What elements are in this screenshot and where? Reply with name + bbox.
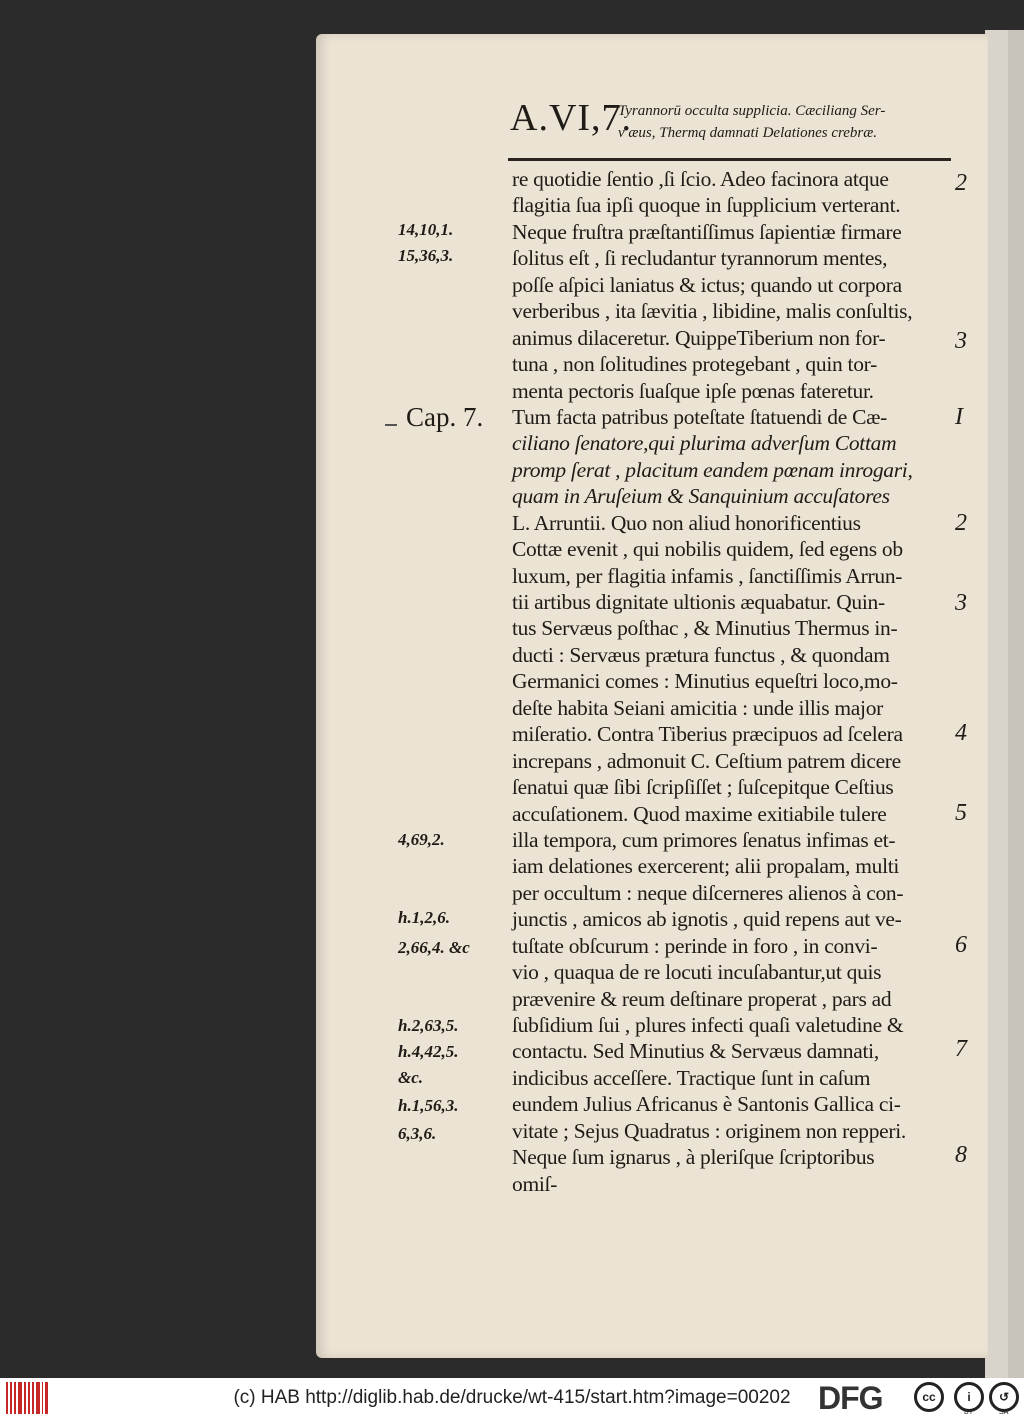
text-line: ducti : Servæus prætura functus , & quondam [512,642,890,667]
header-summary-line-1: Tyrannorū occulta supplicia. Cæciliang Ser- [618,103,886,119]
paragraph-number: 2 [955,170,967,196]
text-line: promp ſerat , placitum eandem pœnam inrogari, [512,457,913,482]
paragraph-number: 3 [955,590,967,616]
header-section-number: A.VI,7. [510,97,633,139]
footer-bar [0,1378,1024,1418]
text-line: Neque ſum ignarus , à pleriſque ſcriptoribus [512,1145,875,1170]
margin-reference: 4,69,2. [398,830,445,849]
text-line: L. Arruntii. Quo non aliud honorificentius [512,510,861,535]
text-line: Cottæ evenit , qui nobilis quidem, ſed egens ob [512,537,903,562]
text-line: ſolitus eſt , ſi recludantur tyrannorum mentes, [512,246,888,271]
paragraph-number: 3 [955,328,967,354]
text-line: flagitia ſua ipſi quoque in ſupplicium verterant. [512,193,901,218]
margin-tick [385,424,397,426]
margin-reference: 14,10,1. [398,220,454,239]
chapter-label: Cap. 7. [406,402,484,432]
text-line: ſenatui quæ ſibi ſcripſiſſet ; ſuſcepitque Ceſtius [512,775,894,800]
text-line: poſſe aſpici laniatus & ictus; quando ut corpora [512,272,902,297]
text-line: increpans , admonuit C. Ceſtium patrem dicere [512,748,901,773]
running-header [510,98,960,156]
margin-reference: h.4,42,5. [398,1042,459,1061]
sa-icon: ↺ [989,1382,1019,1412]
paragraph-number: 4 [955,720,967,746]
text-line: Neque fruſtra præſtantiſſimus ſapientiæ firmare [512,219,902,244]
paragraph-number: 6 [955,932,967,958]
text-line: ciliano ſenatore,qui plurima adverſum Cottam [512,431,897,456]
text-line: per occultum : neque diſcerneres alienos à con- [512,880,904,905]
text-line: re quotidie ſentio ,ſi ſcio. Adeo facinora atque [512,167,889,191]
header-summary-line-2: v æus, Thermq damnati Delationes crebræ. [618,125,878,141]
text-line: luxum, per flagitia infamis , ſanctiſſimis Arrun- [512,563,903,588]
text-line: junctis , amicos ab ignotis , quid repens aut ve- [512,907,902,932]
cc-icon: cc [914,1382,944,1412]
page-stack-edge-outer [1008,30,1024,1378]
text-line: tuſtate obſcurum : perinde in foro , in convi- [512,933,878,958]
margin-reference: h.2,63,5. [398,1016,459,1035]
footer-citation[interactable]: (c) HAB http://diglib.hab.de/drucke/wt-415/start.htm?image=00202 [233,1387,791,1408]
text-line: tii artibus dignitate ultionis æquabatur. Quin- [512,590,885,614]
text-line: iam delationes exercerent; alii propalam, multi [512,854,900,879]
cc-by-label: BY [964,1409,974,1416]
text-line: vio , quaqua de re locuti incuſabantur,ut quis [512,960,882,985]
dfg-logo: DFG [818,1380,883,1416]
margin-reference: 6,3,6. [398,1124,437,1143]
margin-reference: 15,36,3. [398,246,454,265]
paragraph-number: 5 [955,800,967,826]
text-line: tus Servæus poſthac , & Minutius Thermus in- [512,616,898,641]
text-line: verberibus , ita ſævitia , libidine, malis conſultis, [512,299,913,324]
paragraph-number: I [955,404,963,430]
text-line: Tum facta patribus poteſtate ſtatuendi de Cæ- [512,404,888,429]
text-line: indicibus acceſſere. Tractique ſunt in caſum [512,1065,871,1090]
text-line: miſeratio. Contra Tiberius præcipuos ad ſcelera [512,722,903,747]
header-rule [508,158,951,161]
margin-reference: h.1,56,3. [398,1096,459,1115]
margin-reference: h.1,2,6. [398,908,450,927]
text-line: eundem Julius Africanus è Santonis Gallica ci- [512,1092,901,1117]
text-line: animus dilaceretur. QuippeTiberium non for- [512,325,886,350]
text-line: omiſ- [512,1171,558,1196]
cc-sa-label: SA [999,1409,1009,1416]
paragraph-number: 7 [955,1036,967,1062]
body-text [512,166,952,1197]
margin-reference: 2,66,4. &c [398,938,470,957]
text-line: menta pectoris ſuaſque ipſe pœnas fateretur. [512,378,874,403]
text-line: Germanici comes : Minutius equeſtri loco,mo- [512,669,898,694]
by-icon: i [954,1382,984,1412]
text-line: contactu. Sed Minutius & Servæus damnati, [512,1039,879,1064]
text-line: tuna , non ſolitudines protegebant , quin tor- [512,352,877,377]
text-line: vitate ; Sejus Quadratus : originem non repperi. [512,1118,907,1143]
paragraph-number: 8 [955,1142,967,1168]
text-line: illa tempora, cum primores ſenatus infimas et- [512,827,896,852]
text-line: prævenire & reum deſtinare properat , pars ad [512,986,892,1011]
text-line: ſubſidium ſui , plures infecti quaſi valetudine & [512,1013,904,1037]
paragraph-number: 2 [955,510,967,536]
text-line: accuſationem. Quod maxime exitiabile tulere [512,801,887,826]
text-line: quam in Aruſeium & Sanquinium accuſatores [512,484,890,509]
text-line: deſte habita Seiani amicitia : unde illis major [512,695,884,720]
margin-reference: &c. [398,1068,424,1087]
